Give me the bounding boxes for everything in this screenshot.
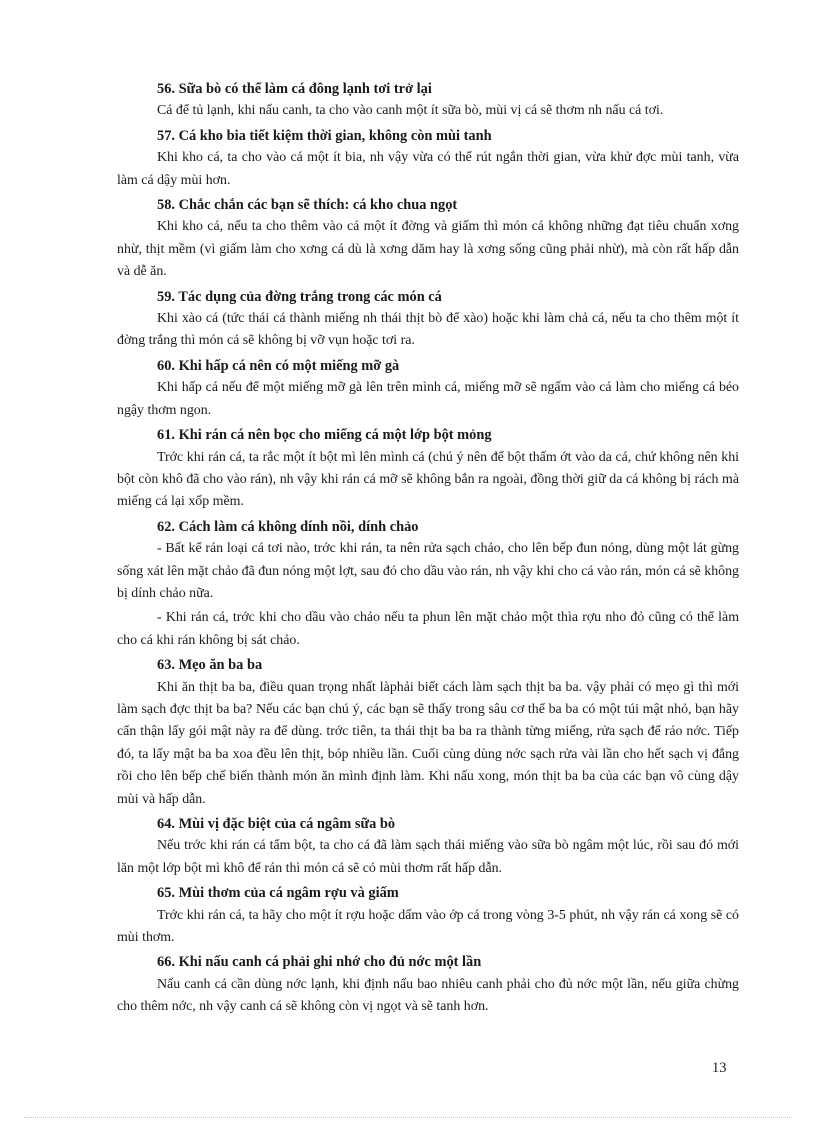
bottom-divider: [24, 1117, 792, 1118]
section-heading: 65. Mùi thơm của cá ngâm rợu và giấm: [157, 885, 399, 902]
section: [117, 424, 739, 514]
section-paragraph: Nếu trớc khi rán cá tẩm bột, ta cho cá đã làm sạch thái miếng vào sữa bò ngâm một lúc, rồi sau đó mới lăn một lớp bột mì khô để rán thì món cá sẽ có mùi thơm rất hấp dẫn.: [117, 838, 739, 876]
section-paragraph: Khi xào cá (tức thái cá thành miếng nh thái thịt bò để xào) hoặc khi làm chả cá, nếu ta cho thêm một ít đờng trắng thì món cá sẽ không bị vỡ vụn hoặc tơi ra.: [117, 311, 739, 349]
section: [117, 125, 739, 192]
section: [117, 882, 739, 949]
section-heading: 56. Sữa bò có thể làm cá đông lạnh tơi trở lại: [157, 81, 432, 97]
section: [117, 813, 739, 880]
section-paragraph: Khi kho cá, nếu ta cho thêm vào cá một ít đờng và giấm thì món cá không những đạt tiêu chuẩn xơng nhừ, thịt mềm (vì giấm làm cho xơng cá dù là xơng dăm hay là xơng sống cũng phải nhừ), mà còn rất hấp dẫn và dễ ăn.: [117, 219, 739, 280]
section-paragraph: Khi hấp cá nếu để một miếng mỡ gà lên trên mình cá, miếng mỡ sẽ ngấm vào cá làm cho miếng cá béo ngậy thơm ngon.: [117, 380, 739, 418]
section-heading: 61. Khi rán cá nên bọc cho miếng cá một lớp bột mỏng: [157, 427, 492, 444]
section-paragraph: Trớc khi rán cá, ta rắc một ít bột mì lên mình cá (chú ý nên để bột thấm ớt vào da cá, chứ không nên khi bột còn khô đã cho vào rán), nh vậy khi rán cá mỡ sẽ không bắn ra ngoài, đồng thời giữ da cá không bị rách mà miếng cá lại xốp mềm.: [117, 449, 739, 510]
section-paragraph: Khi kho cá, ta cho vào cá một ít bia, nh vậy vừa có thể rút ngắn thời gian, vừa khử đợc mùi tanh, vừa làm cá dậy mùi hơn.: [117, 150, 739, 188]
section-paragraph: - Khi rán cá, trớc khi cho dầu vào chảo nếu ta phun lên mặt chảo một thìa rợu nho đỏ cũng có thể làm cho cá khi rán không bị sát chảo.: [117, 610, 739, 648]
section-paragraph: - Bất kể rán loại cá tơi nào, trớc khi rán, ta nên rửa sạch chảo, cho lên bếp đun nóng, dùng một lát gừng sống xát lên mặt chảo đã đun nóng một lợt, sau đó cho dầu vào rán, nh vậy khi cho cá vào rán, món cá sẽ không bị dính chảo nữa.: [117, 541, 739, 601]
section: [117, 194, 739, 284]
section-heading: 66. Khi nấu canh cá phải ghi nhớ cho đủ nớc một lần: [157, 954, 482, 971]
section-heading: 58. Chắc chắn các bạn sẽ thích: cá kho chua ngọt: [157, 197, 458, 214]
section: [117, 516, 739, 652]
section: [117, 355, 739, 422]
page-number: 13: [712, 1060, 727, 1076]
section-heading: 60. Khi hấp cá nên có một miếng mỡ gà: [157, 357, 400, 374]
section-paragraph: Nấu canh cá cần dùng nớc lạnh, khi định nấu bao nhiêu canh phải cho đủ nớc một lần, nếu giữa chừng cho thêm nớc, nh vậy canh cá sẽ không còn vị ngọt và sẽ tanh hơn.: [117, 976, 739, 1015]
section-heading: 62. Cách làm cá không dính nồi, dính chảo: [157, 518, 419, 535]
section: [117, 78, 739, 123]
section-paragraph: Cá để tủ lạnh, khi nấu canh, ta cho vào canh một ít sữa bò, mùi vị cá sẽ thơm nh nấu cá tơi.: [157, 103, 664, 119]
section-heading: 57. Cá kho bia tiết kiệm thời gian, không còn mùi tanh: [157, 127, 492, 144]
section: [117, 951, 739, 1018]
section-paragraph: Khi ăn thịt ba ba, điều quan trọng nhất làphải biết cách làm sạch thịt ba ba. vậy phải có mẹo gì thì mới làm sạch đợc thịt ba ba? Nếu các bạn chú ý, các bạn sẽ thấy trong sâu cơ thể ba ba có một túi mật nhỏ, bạn hãy cẩn thận lấy gói mật này ra để dùng. trớc tiên, ta thái thịt ba ba ra thành từng miếng, rửa sạch để ráo nớc. Tiếp đó, ta lấy mật ba ba xoa đều lên thịt, bóp nhiều lần. Cuối cùng dùng nớc sạch rửa vài lần cho hết sạch vị đắng rồi cho lên bếp chế biến thành món ăn mình định làm. Khi nấu xong, món thịt ba ba của các bạn vô cùng dậy mùi và hấp dẫn.: [117, 679, 739, 807]
section-heading: 64. Mùi vị đặc biệt của cá ngâm sữa bò: [157, 816, 396, 832]
section: [117, 654, 739, 811]
section-paragraph: Trớc khi rán cá, ta hãy cho một ít rợu hoặc dấm vào ớp cá trong vòng 3-5 phút, nh vậy rán cá xong sẽ có mùi thơm.: [117, 907, 739, 946]
section-heading: 63. Mẹo ăn ba ba: [157, 657, 263, 674]
section-heading: 59. Tác dụng của đờng trắng trong các món cá: [157, 288, 442, 305]
page-content: [117, 78, 739, 1021]
section: [117, 286, 739, 353]
